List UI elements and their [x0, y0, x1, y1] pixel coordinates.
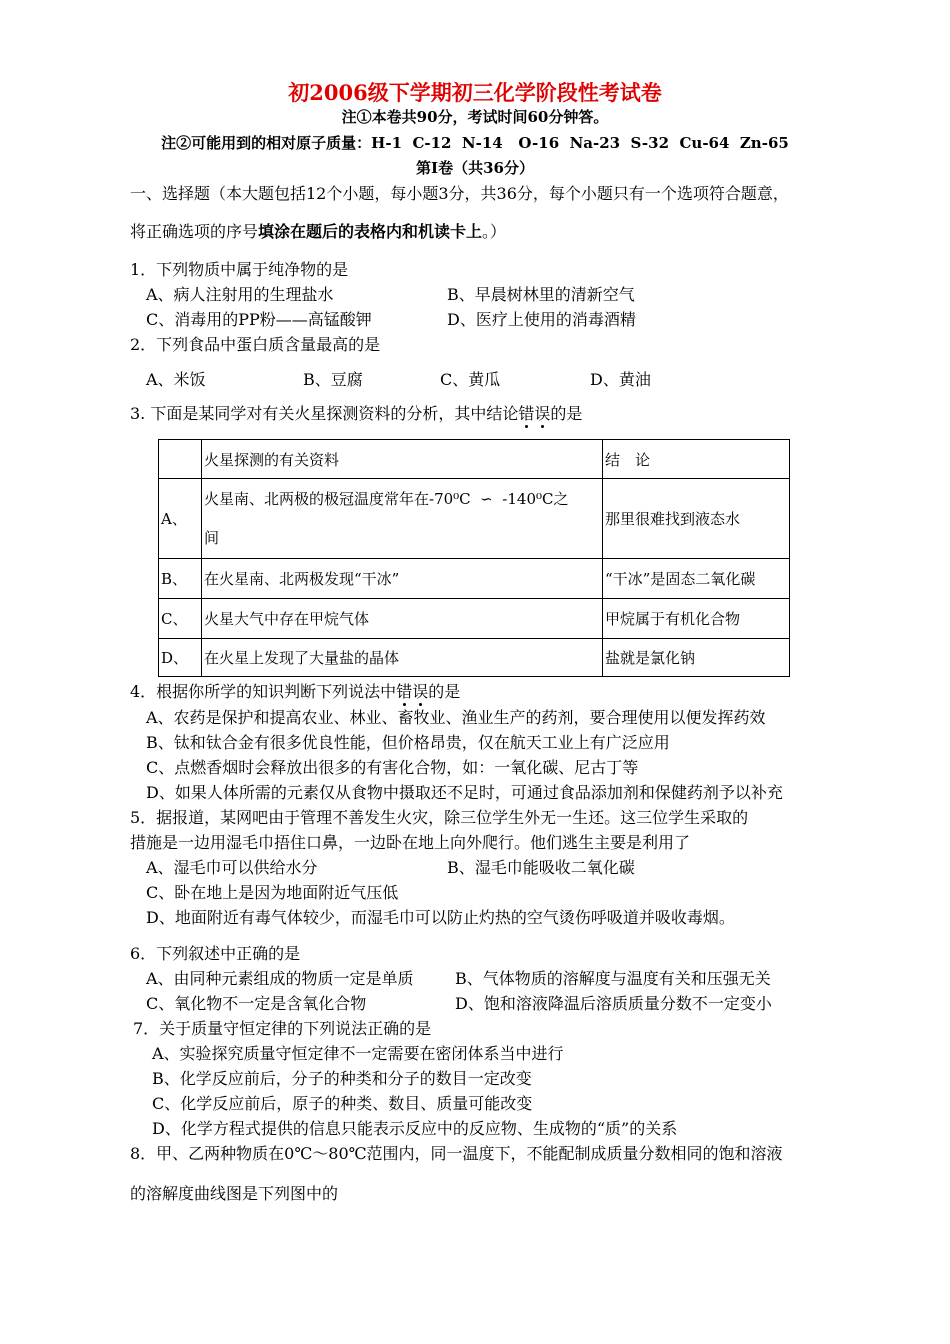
- q4-stem-text: 4．根据你所学的知识判断下列说法中: [130, 682, 397, 701]
- q5-option-b: B、湿毛巾能吸收二氧化碳: [447, 858, 635, 877]
- q4-option-b: B、钛和钛合金有很多优良性能，但价格昂贵，仅在航天工业上有广泛应用: [146, 733, 670, 752]
- row-label: C、: [159, 599, 202, 639]
- q3-emphasis-2: 误: [534, 404, 551, 423]
- intro-text-c: 。）: [482, 222, 507, 241]
- q3-emphasis-1: 错: [518, 404, 535, 423]
- q1-option-b: B、早晨树林里的清新空气: [447, 285, 635, 304]
- q4-option-c: C、点燃香烟时会释放出很多的有害化合物，如：一氧化碳、尼古丁等: [146, 758, 639, 777]
- row-data-line2: 间: [204, 529, 220, 547]
- row-conclusion: 甲烷属于有机化合物: [603, 599, 790, 639]
- q4-stem: [130, 682, 460, 702]
- q3-stem-text: 3. 下面是某同学对有关火星探测资料的分析，其中结论: [130, 404, 519, 423]
- q3-stem-end: 的是: [550, 404, 583, 423]
- table-header-data: 火星探测的有关资料: [202, 440, 603, 479]
- table-header-row: [159, 440, 790, 479]
- row-label: A、: [159, 479, 202, 559]
- q6-option-c: C、氧化物不一定是含氧化合物: [146, 994, 367, 1013]
- q1-option-c: C、消毒用的PP粉——高锰酸钾: [146, 310, 372, 329]
- exam-title: 初2006级下学期初三化学阶段性考试卷: [288, 80, 662, 105]
- q8-stem-line1: 8．甲、乙两种物质在0℃～80℃范围内，同一温度下，不能配制成质量分数相同的饱和溶液: [130, 1144, 783, 1163]
- section-intro-line2: [130, 222, 506, 242]
- table-header-conclusion: 结 论: [603, 440, 790, 479]
- exam-note-2: 注②可能用到的相对原子质量：H-1 C-12 N-14 O-16 Na-23 S-32 Cu-64 Zn-65: [161, 134, 789, 152]
- q4-option-d: D、如果人体所需的元素仅从食物中摄取还不足时，可通过食品添加剂和保健药剂予以补充: [146, 783, 783, 802]
- q5-stem-line1: 5．据报道，某网吧由于管理不善发生火灾，除三位学生外无一生还。这三位学生采取的: [130, 808, 749, 827]
- q4-emphasis-2: 误: [412, 682, 429, 701]
- q5-option-d: D、地面附近有毒气体较少，而湿毛巾可以防止灼热的空气烫伤呼吸道并吸收毒烟。: [146, 908, 735, 927]
- q4-option-a: A、农药是保护和提高农业、林业、畜牧业、渔业生产的药剂，要合理使用以便发挥药效: [146, 708, 766, 727]
- table-row: [159, 559, 790, 599]
- q2-option-b: B、豆腐: [303, 370, 363, 389]
- row-data-line1: 火星南、北两极的极冠温度常年在-70⁰C ∽ -140⁰C之: [204, 490, 569, 508]
- row-label: B、: [159, 559, 202, 599]
- row-data: [202, 479, 603, 559]
- q3-stem: [130, 404, 582, 424]
- q1-stem: 1．下列物质中属于纯净物的是: [130, 260, 349, 279]
- table-row: [159, 479, 790, 559]
- row-conclusion: “干冰”是固态二氧化碳: [603, 559, 790, 599]
- row-conclusion: 那里很难找到液态水: [603, 479, 790, 559]
- q2-option-a: A、米饭: [146, 370, 206, 389]
- intro-text-a: 将正确选项的序号: [130, 222, 259, 241]
- q6-option-b: B、气体物质的溶解度与温度有关和压强无关: [455, 969, 771, 988]
- q7-option-b: B、化学反应前后，分子的种类和分子的数目一定改变: [152, 1069, 532, 1088]
- q1-option-d: D、医疗上使用的消毒酒精: [447, 310, 636, 329]
- q4-emphasis-1: 错: [396, 682, 413, 701]
- exam-note-1: 注①本卷共90分，考试时间60分钟答。: [341, 108, 609, 126]
- mars-data-table: [158, 439, 790, 677]
- volume-heading: 第Ⅰ卷（共36分）: [416, 159, 534, 177]
- table-header-blank: [159, 440, 202, 479]
- section-intro-line1: 一、选择题（本大题包括12个小题，每小题3分，共36分，每个小题只有一个选项符合题意，: [130, 184, 789, 203]
- q6-option-a: A、由同种元素组成的物质一定是单质: [146, 969, 414, 988]
- q7-option-d: D、化学方程式提供的信息只能表示反应中的反应物、生成物的“质”的关系: [152, 1119, 678, 1138]
- table-row: [159, 639, 790, 677]
- row-label: D、: [159, 639, 202, 677]
- row-data: 在火星上发现了大量盐的晶体: [202, 639, 603, 677]
- q2-option-c: C、黄瓜: [440, 370, 501, 389]
- table-row: [159, 599, 790, 639]
- q6-option-d: D、饱和溶液降温后溶质质量分数不一定变小: [455, 994, 772, 1013]
- q5-option-a: A、湿毛巾可以供给水分: [146, 858, 318, 877]
- q4-stem-end: 的是: [428, 682, 461, 701]
- intro-text-bold: 填涂在题后的表格内和机读卡上: [258, 222, 483, 241]
- q7-stem: 7．关于质量守恒定律的下列说法正确的是: [133, 1019, 432, 1038]
- q2-option-d: D、黄油: [590, 370, 651, 389]
- q5-option-c: C、卧在地上是因为地面附近气压低: [146, 883, 399, 902]
- q5-stem-line2: 措施是一边用湿毛巾捂住口鼻，一边卧在地上向外爬行。他们逃生主要是利用了: [130, 833, 691, 852]
- q2-stem: 2．下列食品中蛋白质含量最高的是: [130, 335, 381, 354]
- q7-option-c: C、化学反应前后，原子的种类、数目、质量可能改变: [152, 1094, 533, 1113]
- row-conclusion: 盐就是氯化钠: [603, 639, 790, 677]
- q1-option-a: A、病人注射用的生理盐水: [146, 285, 334, 304]
- q6-stem: 6．下列叙述中正确的是: [130, 944, 301, 963]
- row-data: 火星大气中存在甲烷气体: [202, 599, 603, 639]
- q7-option-a: A、实验探究质量守恒定律不一定需要在密闭体系当中进行: [152, 1044, 564, 1063]
- row-data: 在火星南、北两极发现“干冰”: [202, 559, 603, 599]
- q8-stem-line2: 的溶解度曲线图是下列图中的: [130, 1184, 339, 1203]
